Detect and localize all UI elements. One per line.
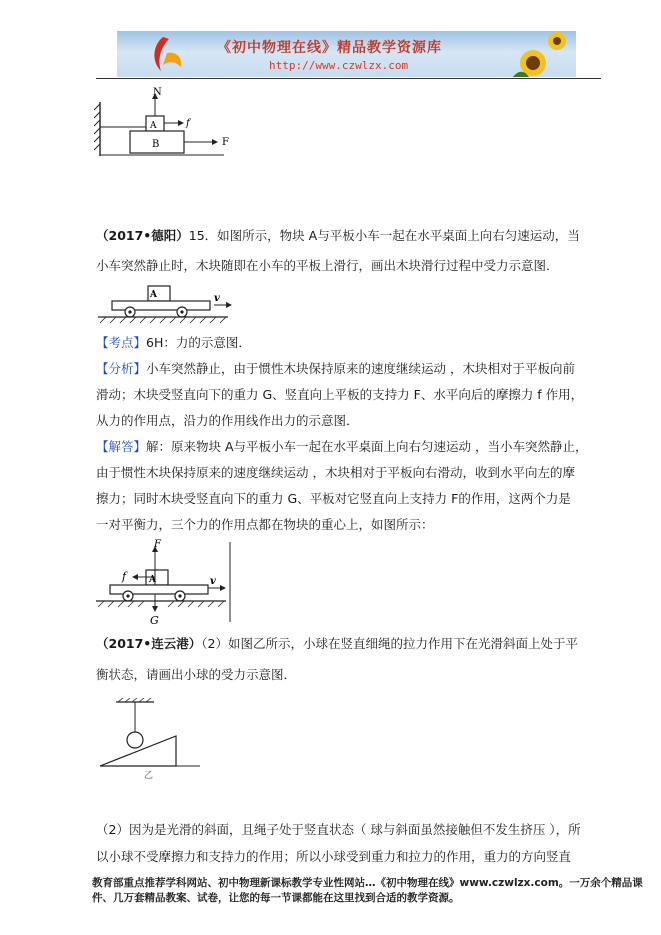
q2-line1: （2017•连云港）（2）如图乙所示，小球在竖直细绳的拉力作用下在光滑斜面上处于平 bbox=[96, 636, 578, 651]
kaodian-tag: 【考点】 bbox=[96, 335, 147, 350]
figure-label-yi: 乙 bbox=[144, 771, 154, 781]
header-rule bbox=[96, 78, 601, 79]
label-a: A bbox=[150, 121, 157, 131]
answer-f-friction: f bbox=[122, 570, 127, 583]
jieda-line3: 擦力；同时木块受竖直向下的重力 G、平板对它竖直向上支持力 F的作用，这两个力是 bbox=[96, 491, 571, 506]
q15-source: （2017•德阳） bbox=[96, 228, 189, 243]
sunflower-icon bbox=[513, 32, 566, 77]
kaodian: 【考点】6H：力的示意图． bbox=[96, 335, 251, 350]
logo-leaf-icon bbox=[163, 53, 181, 67]
jieda-line2: 由于惯性木块保持原来的速度继续运动 ，木块相对于平板向右滑动，收到水平向左的摩 bbox=[96, 465, 575, 480]
q2-answer-line2: 以小球不受摩擦力和支持力的作用；所以小球受到重力和拉力的作用，重力的方向竖直 bbox=[96, 849, 572, 864]
answer-block-label: A bbox=[149, 575, 156, 585]
answer-v-label: v bbox=[210, 576, 216, 587]
jieda-line1: 【解答】解：原来物块 A与平板小车一起在水平桌面上向右匀速运动 ，当小车突然静止， bbox=[96, 439, 588, 454]
figure-answer-forces bbox=[94, 538, 234, 628]
fenxi-line3: 从力的作用点，沿力的作用线作出力的示意图． bbox=[96, 413, 359, 428]
q15-line2: 小车突然静止时，木块随即在小车的平板上滑行，画出木块滑行过程中受力示意图． bbox=[96, 258, 559, 273]
fenxi-line1: 【分析】小车突然静止，由于惯性木块保持原来的速度继续运动 ，木块相对于平板向前 bbox=[96, 361, 575, 376]
q2-answer-line1: （2）因为是光滑的斜面，且绳子处于竖直状态（ 球与斜面虽然接触但不发生挤压 ），所 bbox=[96, 822, 581, 837]
label-big-f: F bbox=[222, 137, 229, 148]
header-banner bbox=[117, 31, 576, 77]
q15-line1: （2017•德阳）15．如图所示，物块 A与平板小车一起在水平桌面上向右匀速运动，当 bbox=[96, 228, 580, 243]
label-n: N bbox=[153, 87, 162, 98]
fenxi-tag: 【分析】 bbox=[96, 361, 147, 376]
jieda-tag: 【解答】 bbox=[96, 439, 147, 454]
figure-cart bbox=[96, 283, 236, 325]
cart-block-label: A bbox=[150, 290, 157, 300]
footer-line2: 件、几万套精品教案、试卷，让您的每一节课都能在这里找到合适的教学资源。 bbox=[92, 892, 460, 904]
q2-line2: 衡状态，请画出小球的受力示意图． bbox=[96, 667, 297, 682]
banner-title: 《初中物理在线》精品教学资源库 bbox=[217, 40, 442, 56]
cart-v-label: v bbox=[214, 293, 220, 304]
label-f: f bbox=[186, 118, 190, 129]
fenxi-line2: 滑动；木块受竖直向下的重力 G、竖直向上平板的支持力 F、水平向后的摩擦力 f 作用， bbox=[96, 387, 584, 402]
label-b: B bbox=[152, 139, 160, 150]
figure-ball-incline bbox=[96, 698, 208, 782]
jieda-line4: 一对平衡力，三个力的作用点都在物块的重心上，如图所示： bbox=[96, 517, 434, 532]
answer-f-support: F bbox=[154, 539, 161, 550]
footer-line1: 教育部重点推荐学科网站、初中物理新课标教学专业性网站…《初中物理在线》www.czwlzx.com。一万余个精品课 bbox=[92, 877, 643, 889]
q2-source: （2017•连云港） bbox=[96, 636, 202, 651]
figure-blocks-ab bbox=[94, 86, 234, 158]
answer-g-gravity: G bbox=[150, 614, 159, 627]
banner-url[interactable]: http://www.czwlzx.com bbox=[269, 59, 409, 72]
